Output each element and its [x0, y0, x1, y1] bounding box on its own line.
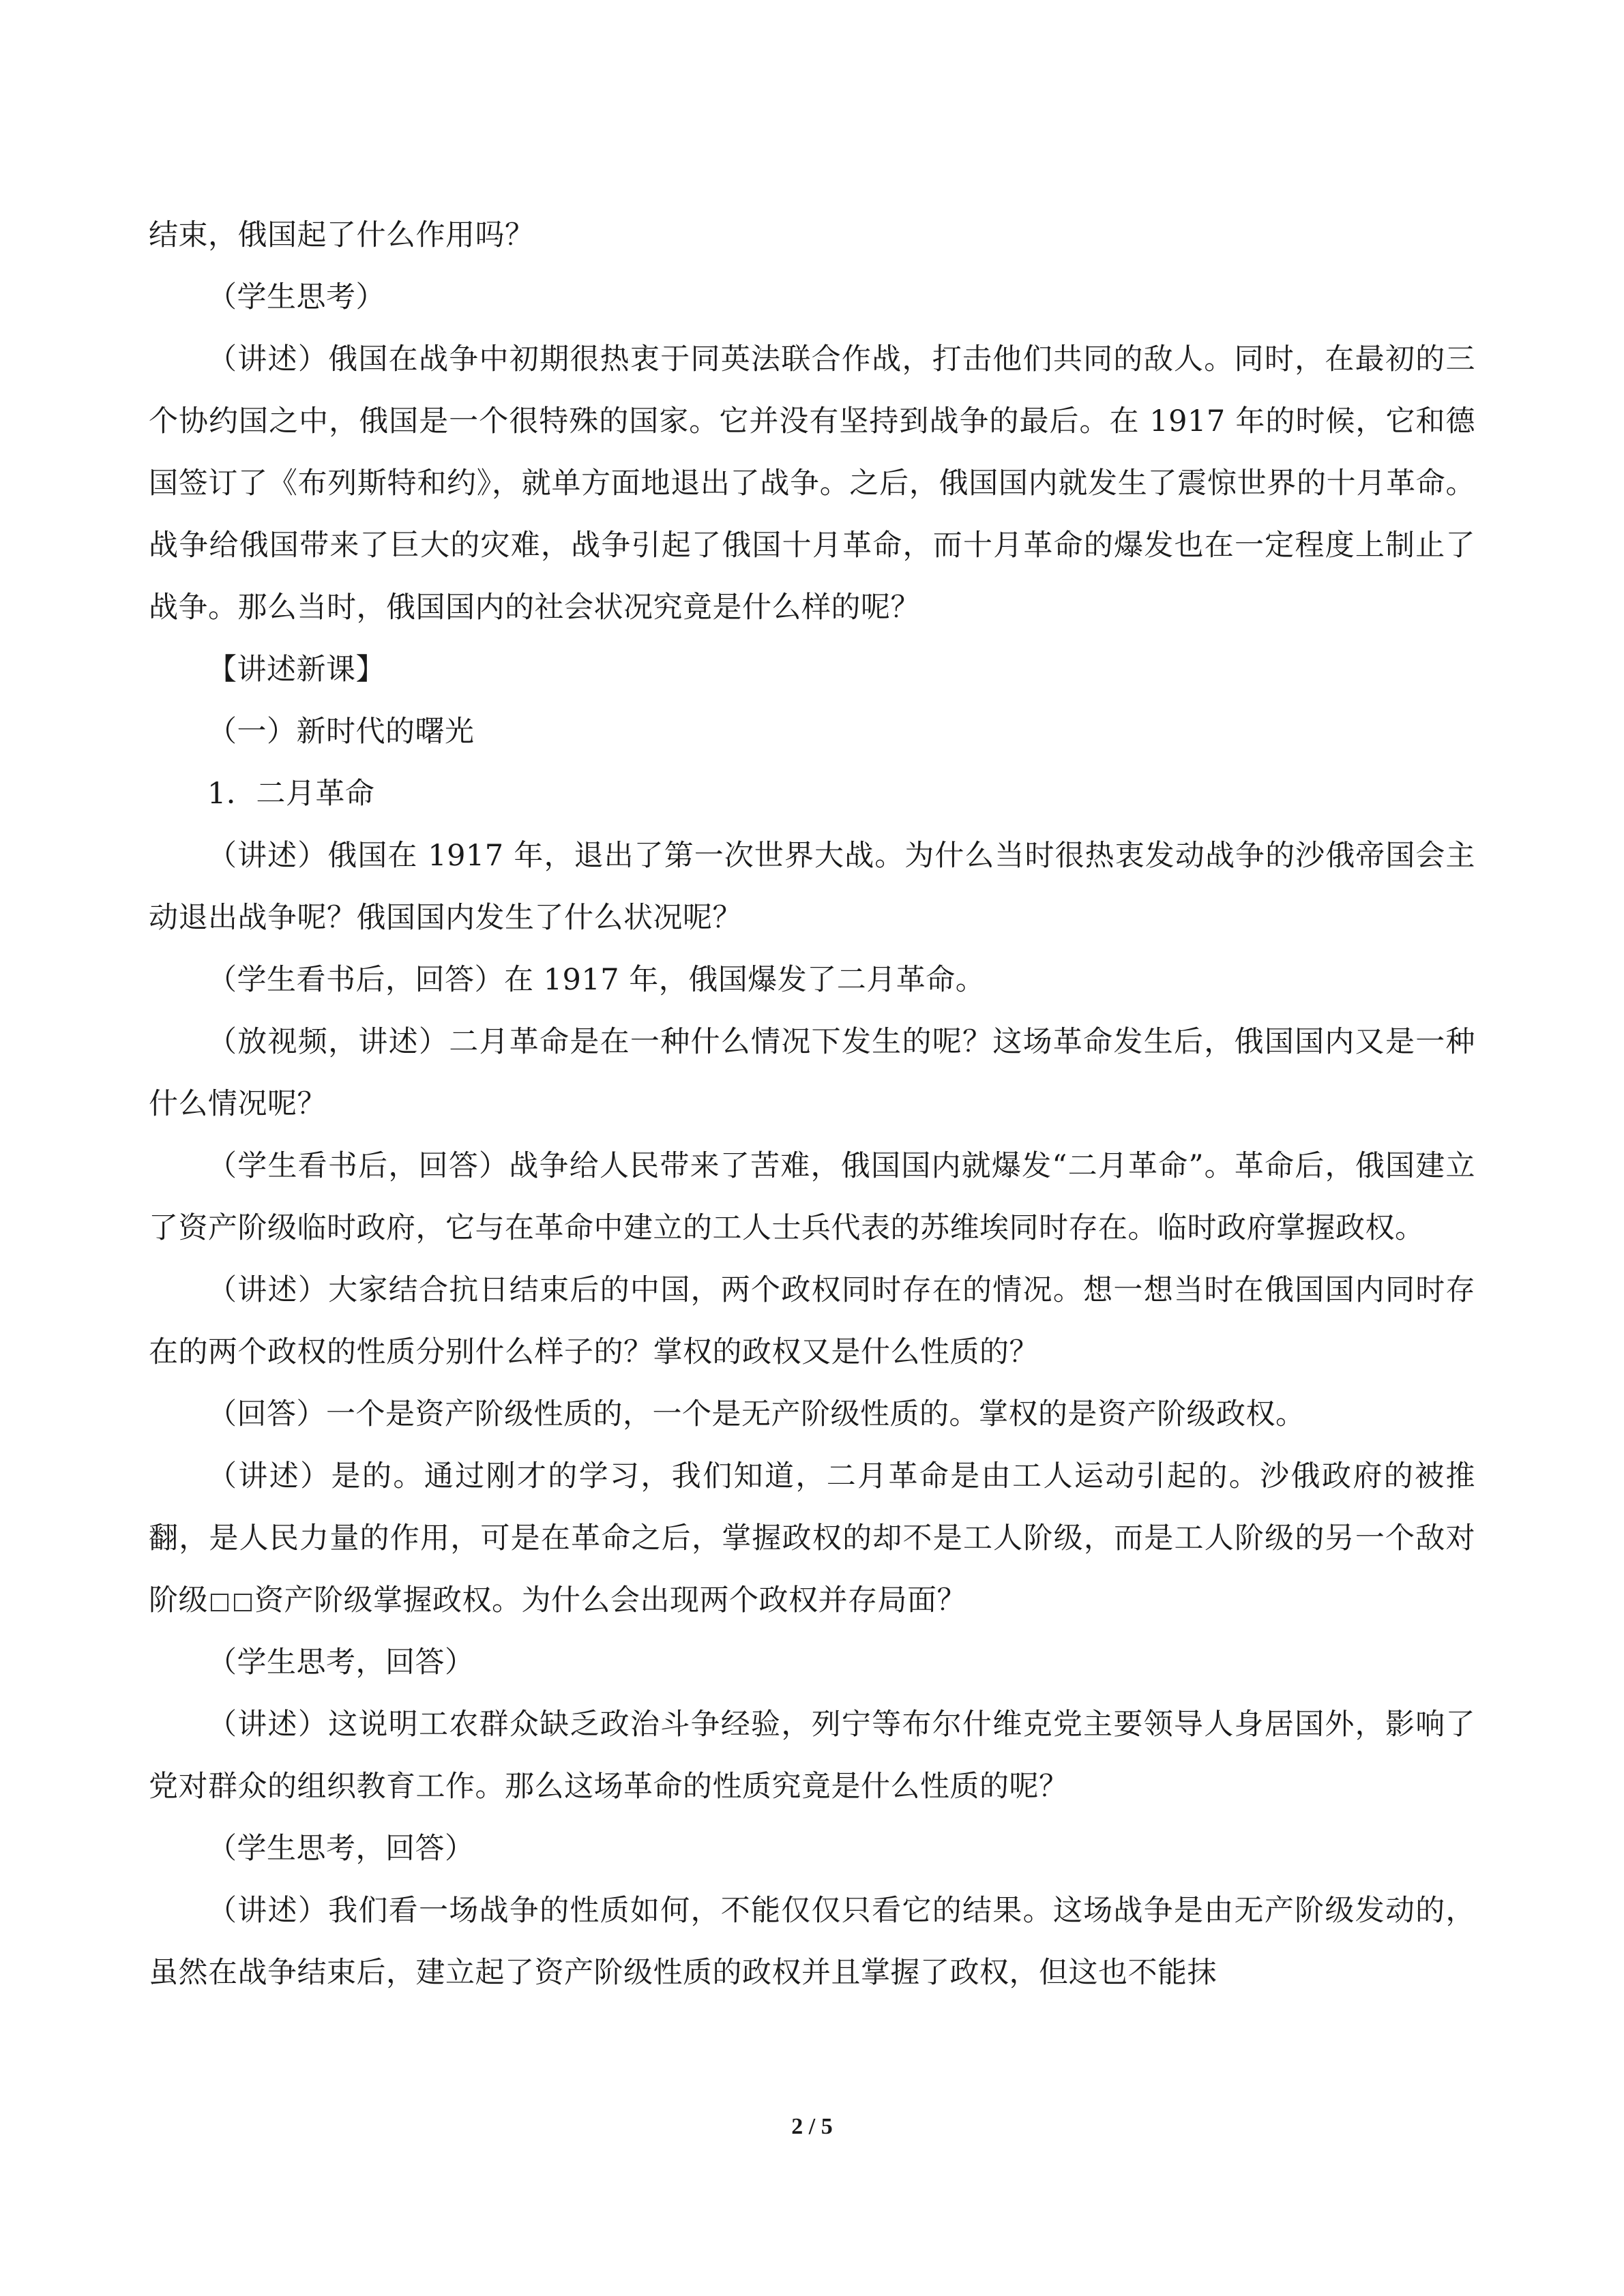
paragraph-video-narration: （放视频，讲述）二月革命是在一种什么情况下发生的呢？这场革命发生后，俄国国内又是一种什么情况呢？: [149, 1025, 1475, 1121]
paragraph-narration-russia: （讲述）俄国在战争中初期很热衷于同英法联合作战，打击他们共同的敌人。同时，在最初的三个协约国之中，俄国是一个很特殊的国家。它并没有坚持到战争的最后。在 1917 年的时候，它和德国签订了《布列斯特和约》，就单方面地退出了战争。之后，俄国国内就发生了震惊世界的十月革命。战争给俄国带来了巨大的灾难，战争引起了俄国十月革命，而十月革命的爆发也在一定程度上制止了战争。那么当时，俄国国内的社会状况究竟是什么样的呢？: [149, 342, 1475, 625]
section-heading-new-lesson: 【讲述新课】: [207, 653, 385, 687]
paragraph-student-answer-1917: （学生看书后，回答）在 1917 年，俄国爆发了二月革命。: [207, 963, 986, 997]
paragraph-student-answer-revolution: （学生看书后，回答）战争给人民带来了苦难，俄国国内就爆发“二月革命”。革命后，俄国建立了资产阶级临时政府，它与在革命中建立的工人士兵代表的苏维埃同时存在。临时政府掌握政权。: [149, 1149, 1475, 1245]
paragraph-narration-workers-part1: （讲述）是的。通过刚才的学习，我们知道，二月革命是由工人运动引起的。沙俄政府的被推翻，是人民力量的作用，可是在革命之后，掌握政权的却不是工人阶级，而是工人阶级的另一个敌对阶级: [149, 1459, 1475, 1617]
document-body: [149, 205, 1475, 2004]
paragraph-continuation: 结束，俄国起了什么作用吗？: [149, 218, 535, 252]
subheading-february-revolution: 1．二月革命: [207, 777, 375, 811]
subheading-new-era: （一）新时代的曙光: [207, 715, 475, 749]
paragraph-student-think: （学生思考）: [207, 280, 385, 314]
paragraph-narration-1917: （讲述）俄国在 1917 年，退出了第一次世界大战。为什么当时很热衷发动战争的沙俄帝国会主动退出战争呢？俄国国内发生了什么状况呢？: [149, 839, 1475, 935]
paragraph-answer-nature: （回答）一个是资产阶级性质的，一个是无产阶级性质的。掌权的是资产阶级政权。: [207, 1397, 1305, 1431]
placeholder-box-icon: [234, 1594, 252, 1611]
paragraph-narration-dual-power: （讲述）大家结合抗日结束后的中国，两个政权同时存在的情况。想一想当时在俄国国内同时存在的两个政权的性质分别什么样子的？掌权的政权又是什么性质的？: [149, 1273, 1475, 1369]
paragraph-student-think-answer-2: （学生思考，回答）: [207, 1832, 475, 1866]
paragraph-student-think-answer: （学生思考，回答）: [207, 1645, 475, 1680]
page-number: 2 / 5: [791, 2114, 833, 2139]
paragraph-narration-war-nature: （讲述）我们看一场战争的性质如何，不能仅仅只看它的结果。这场战争是由无产阶级发动的，虽然在战争结束后，建立起了资产阶级性质的政权并且掌握了政权，但这也不能抹: [149, 1894, 1475, 1990]
paragraph-narration-experience: （讲述）这说明工农群众缺乏政治斗争经验，列宁等布尔什维克党主要领导人身居国外，影响了党对群众的组织教育工作。那么这场革命的性质究竟是什么性质的呢？: [149, 1708, 1475, 1804]
paragraph-narration-workers-part2: 资产阶级掌握政权。为什么会出现两个政权并存局面？: [254, 1583, 966, 1617]
placeholder-box-icon: [211, 1594, 228, 1611]
paragraph-narration-workers: [149, 1446, 1475, 1632]
